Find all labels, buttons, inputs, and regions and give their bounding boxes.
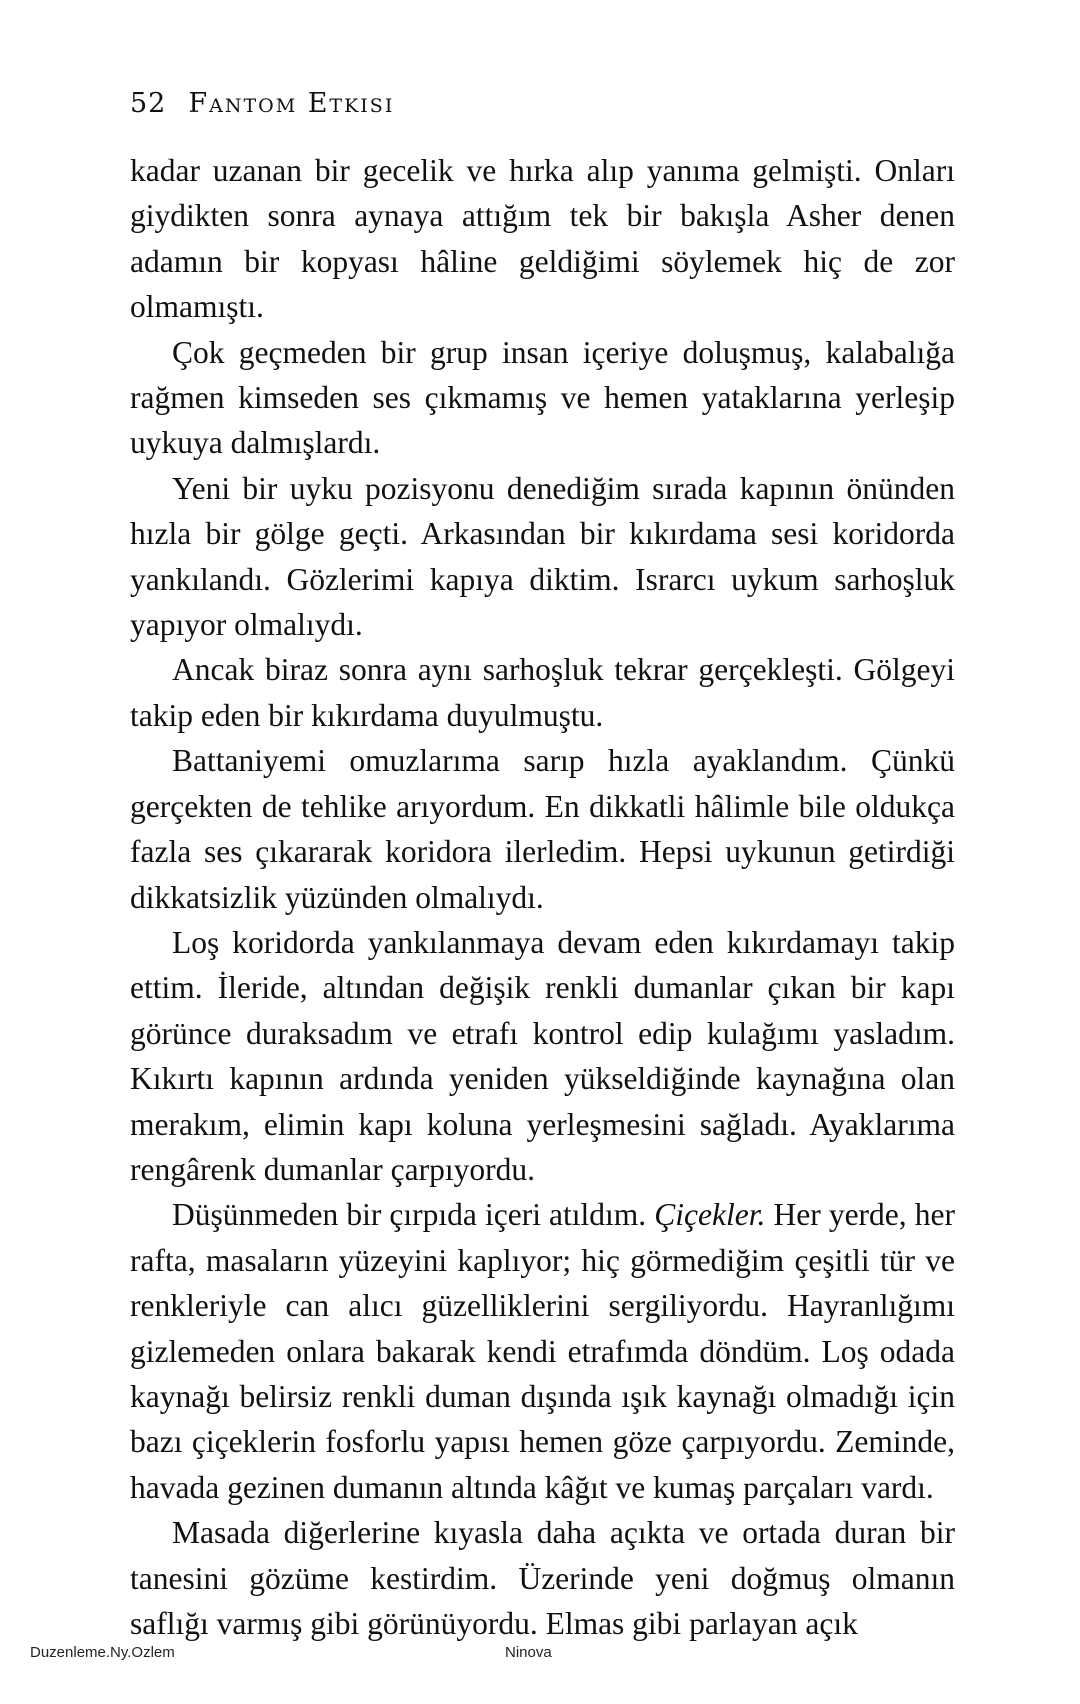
paragraph-8: Masada diğerlerine kıyasla daha açıkta ve ortada duran bir tanesini gözüme kestirdim. Üzerinde yeni doğmuş olmanın saflığı varmış gibi görünüyordu. Elmas gibi parlayan açık [130, 1515, 955, 1641]
paragraph-6: Loş koridorda yankılanmaya devam eden kıkırdamayı takip ettim. İleride, altından değişik renkli dumanlar çıkan bir kapı görünce duraksadım ve etrafı kontrol edip kulağımı yasladım. Kıkırtı kapının ardında yeniden yükseldiğinde kaynağına olan merakım, elimin kapı koluna yerleşmesini sağladı. Ayaklarıma rengârenk dumanlar çarpıyordu. [130, 924, 955, 1187]
page-number: 52 [130, 88, 167, 119]
paragraph-5: Battaniyemi omuzlarıma sarıp hızla ayaklandım. Çünkü gerçekten de tehlike arıyordum. En dikkatli hâlimle bile oldukça fazla ses çıkararak koridora ilerledim. Hepsi uykunun getirdiği dikkatsizlik yüzünden olmalıydı. [130, 743, 955, 915]
paragraph-3: Yeni bir uyku pozisyonu denediğim sırada kapının önünden hızla bir gölge geçti. Arkasından bir kıkırdama sesi koridorda yankılandı. Gözlerimi kapıya diktim. Israrcı uykum sarhoşluk yapıyor olmalıydı. [130, 470, 955, 643]
emphasis-cicekler: Çiçekler. [654, 1197, 766, 1233]
running-title: Fantom Etkisi [188, 88, 395, 119]
body-text [130, 148, 955, 1646]
paragraph-7 [130, 1192, 955, 1510]
footer-credit: Duzenleme.Ny.Ozlem [30, 1644, 175, 1661]
paragraph-7-rest: Her yerde, her rafta, masaların yüzeyini kaplıyor; hiç görmediğim çeşitli tür ve renkleriyle can alıcı güzelliklerini sergiliyordu. Hayranlığımı gizlemeden onlara bakarak kendi etrafımda döndüm. Loş odada kaynağı belirsiz renkli duman dışında ışık kaynağı olmadığı için bazı çiçeklerin fosforlu yapısı hemen göze çarpıyordu. Zeminde, havada gezinen dumanın altında kâğıt ve kumaş parçaları vardı. [130, 1197, 955, 1505]
paragraph-7-start: Düşünmeden bir çırpıda içeri atıldım. [172, 1197, 655, 1233]
running-header [130, 88, 394, 119]
paragraph-1: kadar uzanan bir gecelik ve hırka alıp yanıma gelmişti. Onları giydikten sonra aynaya attığım tek bir bakışla Asher denen adamın bir kopyası hâline geldiğimi söylemek hiç de zor olmamıştı. [130, 153, 955, 325]
paragraph-4: Ancak biraz sonra aynı sarhoşluk tekrar gerçekleşti. Gölgeyi takip eden bir kıkırdama duyulmuştu. [130, 652, 955, 733]
footer-publisher: Ninova [505, 1644, 552, 1661]
paragraph-2: Çok geçmeden bir grup insan içeriye doluşmuş, kalabalığa rağmen kimseden ses çıkmamış ve hemen yataklarına yerleşip uykuya dalmışlardı. [130, 334, 955, 461]
